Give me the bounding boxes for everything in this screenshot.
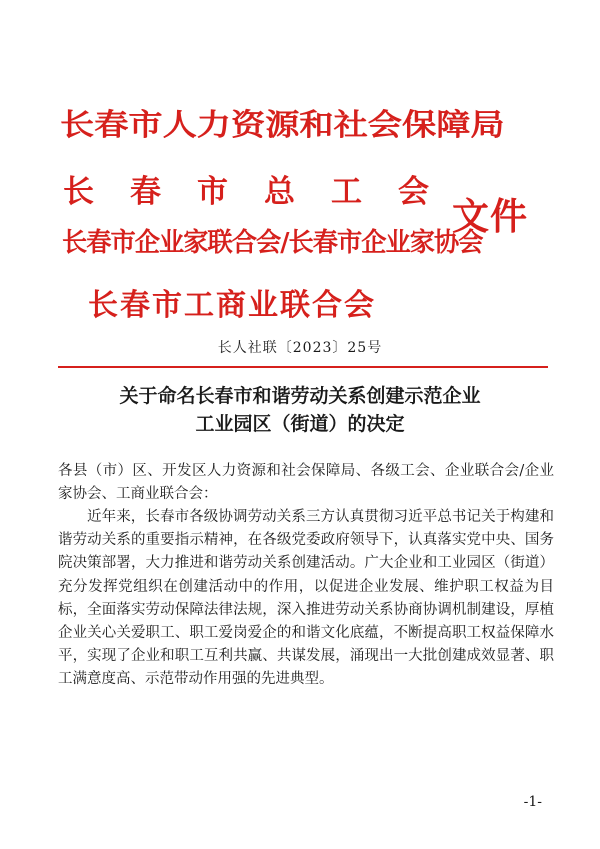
body-paragraph: 近年来，长春市各级协调劳动关系三方认真贯彻习近平总书记关于构建和谐劳动关系的重要指示精神，在各级党委政府领导下，认真落实党中央、国务院决策部署，大力推进和谐劳动关系创建活动。广大企业和工业园区（街道）充分发挥党组织在创建活动中的作用，以促进企业发展、维护职工权益为目标，全面落实劳动保障法律法规，深入推进劳动关系协商协调机制建设，厚植企业关心关爱职工、职工爱岗爱企的和谐文化底蕴，不断提高职工权益保障水平，实现了企业和职工互利共赢、共谋发展，涌现出一大批创建成效显著、职工满意度高、示范带动作用强的先进典型。 — [58, 509, 554, 688]
issuer-entrepreneurs-association: 长春市企业家联合会/长春市企业家协会 — [62, 228, 483, 258]
document-label: 文件 — [452, 195, 528, 238]
document-number: 长人社联〔2023〕25号 — [217, 340, 383, 356]
salutation: 各县（市）区、开发区人力资源和社会保障局、各级工会、企业联合会/企业家协会、工商业联合会： — [58, 463, 554, 503]
page-number: -1- — [523, 794, 542, 810]
issuer-federation-of-industry-commerce: 长春市工商业联合会 — [88, 288, 376, 323]
issuer-federation-of-trade-unions: 长春市总工会 — [63, 174, 429, 210]
document-title-line1: 关于命名长春市和谐劳动关系创建示范企业 — [119, 385, 481, 407]
issuer-hrss-bureau: 长春市人力资源和社会保障局 — [60, 108, 505, 143]
red-divider — [58, 366, 548, 368]
document-title-line2: 工业园区（街道）的决定 — [195, 413, 405, 435]
